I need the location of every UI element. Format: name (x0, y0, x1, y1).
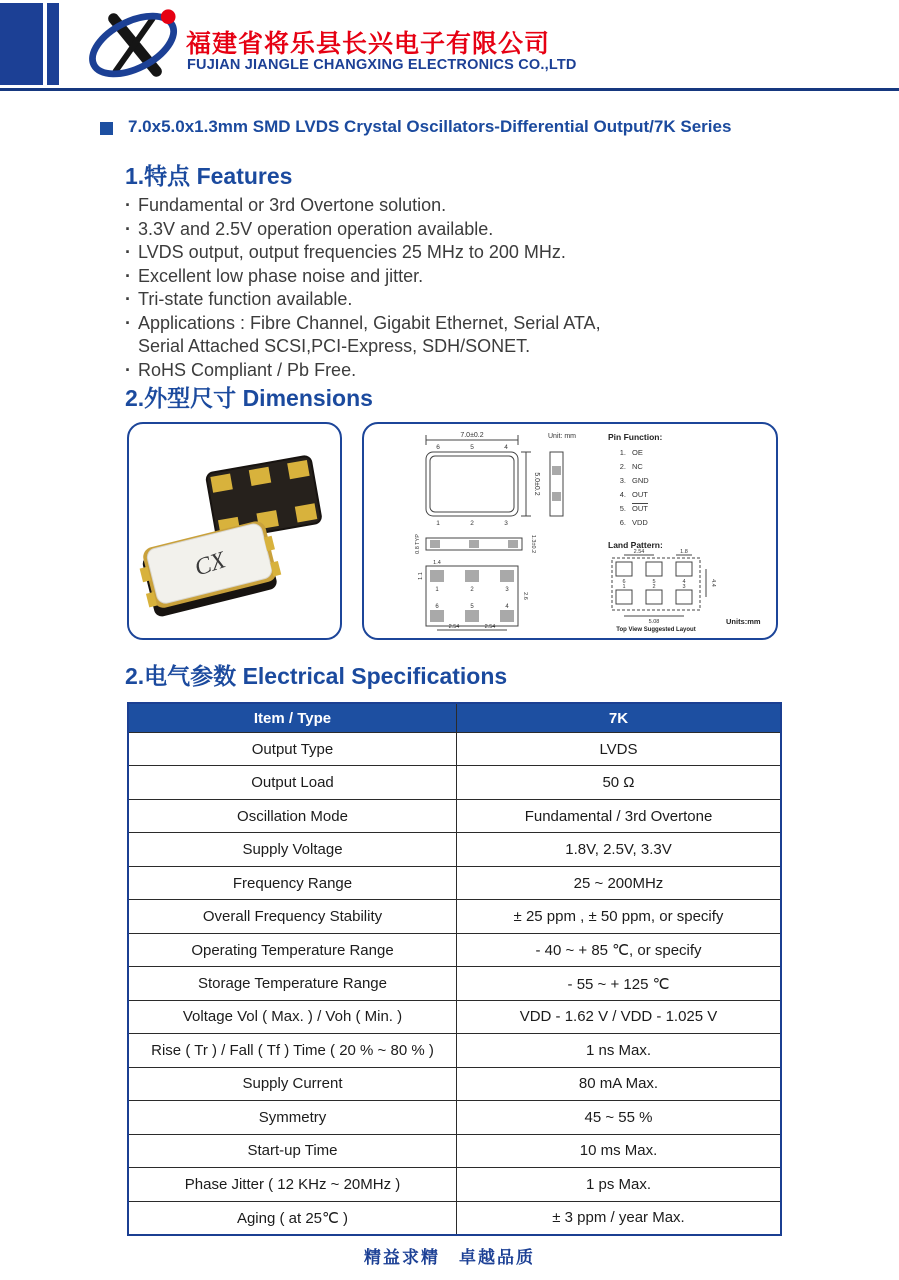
land-pattern-drawing (612, 555, 706, 616)
pin-func-num: 4. (619, 490, 626, 499)
spec-value: 25 ~ 200MHz (573, 874, 664, 892)
feature-text: Excellent low phase noise and jitter. (138, 265, 424, 286)
spec-value: 10 ms Max. (579, 1142, 658, 1160)
land-pad-5: 5 (652, 579, 656, 585)
spec-value: ± 3 ppm / year Max. (552, 1209, 685, 1227)
features-list (125, 194, 725, 382)
feature-item (125, 218, 725, 242)
feature-text: Tri-state function available. (138, 289, 353, 309)
header-left-bar (0, 3, 43, 85)
side-profile-drawing (426, 538, 522, 550)
features-heading: 1.特点 Features (125, 163, 293, 189)
pin-func-name: VDD (632, 518, 648, 527)
feature-text: LVDS output, output frequencies 25 MHz to 200 MHz. (138, 242, 566, 262)
company-name-english: FUJIAN JIANGLE CHANGXING ELECTRONICS CO.,LTD (187, 57, 577, 73)
pin-func-name: GND (632, 476, 649, 485)
dim-pad-typ-label: 0.8 TYP (415, 534, 421, 554)
table-row (129, 899, 780, 932)
bullet-icon: · (125, 289, 131, 309)
land-dim-span: 5.08 (648, 619, 660, 625)
table-row (129, 933, 780, 966)
pin-func-num: 5. (619, 504, 626, 513)
land-pad-4: 4 (682, 579, 686, 585)
table-row (129, 1167, 780, 1200)
spec-item: Operating Temperature Range (129, 934, 457, 966)
spec-item: Start-up Time (129, 1135, 457, 1167)
spec-item: Supply Current (129, 1068, 457, 1100)
chip-top-view (135, 518, 284, 619)
dim-width-label: 7.0±0.2 (460, 432, 484, 439)
footer-slogan: 精益求精 卓越品质 (364, 1248, 535, 1267)
feature-text: Fundamental or 3rd Overtone solution. (138, 195, 447, 215)
land-pattern-caption: Top View Suggested Layout (616, 627, 696, 633)
table-row (129, 1033, 780, 1066)
pin-func-name: OE (632, 448, 643, 457)
spec-item: Output Type (129, 733, 457, 765)
bullet-icon: · (125, 312, 131, 333)
dimensions-drawing-box (362, 422, 778, 640)
pin-3-label: 3 (504, 520, 508, 527)
dim-height-label: 5.0±0.2 (533, 472, 540, 496)
feature-text: RoHS Compliant / Pb Free. (138, 359, 357, 380)
title-bullet-square (100, 122, 113, 135)
dim-thickness-label: 1.3±0.2 (530, 534, 536, 554)
spec-item: Oscillation Mode (129, 800, 457, 832)
table-row (129, 1201, 780, 1234)
feature-item (125, 312, 725, 336)
col-header-item: Item / Type (129, 704, 457, 732)
spec-value: 50 Ω (602, 774, 635, 792)
spec-item: Storage Temperature Range (129, 967, 457, 999)
bullet-icon: · (125, 195, 131, 215)
pin-func-num: 2. (619, 462, 626, 471)
spec-value: VDD - 1.62 V / VDD - 1.025 V (519, 1008, 718, 1026)
dim-pad-h-label: 1.1 (418, 572, 424, 580)
bullet-icon: · (125, 242, 131, 262)
bullet-icon: · (125, 359, 131, 380)
units-note-label: Units:mm (726, 617, 761, 626)
table-row (129, 1000, 780, 1033)
pin-func-name: NC (632, 462, 643, 471)
feature-item (125, 194, 725, 218)
table-row (129, 866, 780, 899)
pin-function-heading: Pin Function: (608, 432, 663, 442)
land-pad-6: 6 (622, 579, 626, 585)
feature-item (125, 335, 725, 359)
bullet-icon: · (125, 218, 131, 239)
pin-6-label: 6 (436, 444, 440, 451)
spec-value: 80 mA Max. (578, 1075, 659, 1093)
bottom-pin-6: 6 (435, 604, 439, 610)
spec-item: Voltage Vol ( Max. ) / Voh ( Min. ) (129, 1001, 457, 1033)
bottom-pin-4: 4 (505, 604, 509, 610)
pin-5-label: 5 (470, 444, 474, 451)
top-view-drawing (426, 435, 563, 516)
table-row (129, 799, 780, 832)
pin-func-num: 3. (619, 476, 626, 485)
spec-value: - 40 ~ + 85 ℃, or specify (535, 942, 702, 960)
land-dim-row-gap: 4.4 (710, 579, 716, 587)
bottom-pin-5: 5 (470, 604, 474, 610)
bottom-pin-1: 1 (435, 587, 439, 593)
company-name-chinese: 福建省将乐县长兴电子有限公司 (186, 30, 551, 58)
spec-value: 1 ns Max. (585, 1041, 652, 1059)
land-pad-3: 3 (682, 584, 686, 590)
feature-item (125, 288, 725, 312)
spec-value: 45 ~ 55 % (584, 1108, 653, 1126)
product-photo-box (127, 422, 342, 640)
table-row (129, 832, 780, 865)
table-row (129, 1134, 780, 1167)
spec-value: Fundamental / 3rd Overtone (524, 807, 713, 825)
dim-pitch-a-label: 2.54 (448, 624, 460, 630)
dim-pitch-b-label: 2.54 (484, 624, 496, 630)
pin-1-label: 1 (436, 520, 440, 527)
col-header-7k: 7K (608, 709, 629, 727)
feature-text: Serial Attached SCSI,PCI-Express, SDH/SONET. (138, 336, 531, 356)
header-divider (0, 88, 899, 91)
land-pad-1: 1 (622, 584, 626, 590)
spec-value: 1.8V, 2.5V, 3.3V (565, 841, 672, 859)
chip-marking-text: CX (191, 547, 229, 582)
product-photo-illustration (129, 424, 336, 634)
bottom-pin-2: 2 (470, 587, 474, 593)
unit-note-label: Unit: mm (548, 433, 576, 440)
pin-func-num: 1. (619, 448, 626, 457)
feature-item (125, 265, 725, 289)
bottom-pin-3: 3 (505, 587, 509, 593)
pin-4-label: 4 (504, 444, 508, 451)
table-row (129, 1067, 780, 1100)
feature-item (125, 241, 725, 265)
land-pad-2: 2 (652, 584, 656, 590)
page-title: 7.0x5.0x1.3mm SMD LVDS Crystal Oscillators-Differential Output/7K Series (128, 117, 732, 136)
table-header-row (129, 704, 780, 732)
table-row (129, 765, 780, 798)
land-dim-pad-w: 1.8 (680, 549, 688, 555)
company-logo-icon (82, 4, 190, 86)
spec-item: Phase Jitter ( 12 KHz ~ 20MHz ) (129, 1168, 457, 1200)
feature-text: 3.3V and 2.5V operation operation available. (138, 218, 494, 239)
spec-item: Rise ( Tr ) / Fall ( Tf ) Time ( 20 % ~ 80 % ) (129, 1034, 457, 1066)
spec-item: Supply Voltage (129, 833, 457, 865)
dimensions-drawing (364, 424, 772, 634)
table-row (129, 732, 780, 765)
dim-gap-label: 2.6 (522, 592, 528, 600)
spec-value: - 55 ~ + 125 ℃ (567, 975, 670, 993)
bottom-view-drawing (426, 566, 518, 626)
spec-item: Symmetry (129, 1101, 457, 1133)
specs-table (127, 702, 782, 1236)
spec-value: ± 25 ppm , ± 50 ppm, or specify (513, 908, 724, 926)
spec-item: Overall Frequency Stability (129, 900, 457, 932)
specs-heading: 2.电气参数 Electrical Specifications (125, 663, 508, 689)
spec-item: Output Load (129, 766, 457, 798)
land-pattern-heading: Land Pattern: (608, 540, 663, 550)
feature-text: Applications : Fibre Channel, Gigabit Ethernet, Serial ATA, (138, 312, 601, 333)
spec-value: LVDS (599, 740, 638, 758)
pin-func-name-inverted: OUT (632, 504, 648, 513)
dim-pad-w-label: 1.4 (433, 560, 441, 566)
land-dim-pitch: 2.54 (633, 549, 645, 555)
spec-item: Aging ( at 25℃ ) (129, 1202, 457, 1234)
table-row (129, 966, 780, 999)
dimensions-heading: 2.外型尺寸 Dimensions (125, 385, 373, 411)
pin-func-name: OUT (632, 490, 648, 499)
feature-item (125, 359, 725, 383)
table-row (129, 1100, 780, 1133)
spec-value: 1 ps Max. (585, 1175, 652, 1193)
bullet-icon: · (125, 265, 131, 286)
pin-2-label: 2 (470, 520, 474, 527)
spec-item: Frequency Range (129, 867, 457, 899)
pin-func-num: 6. (619, 518, 626, 527)
header-left-bar-thin (47, 3, 59, 85)
